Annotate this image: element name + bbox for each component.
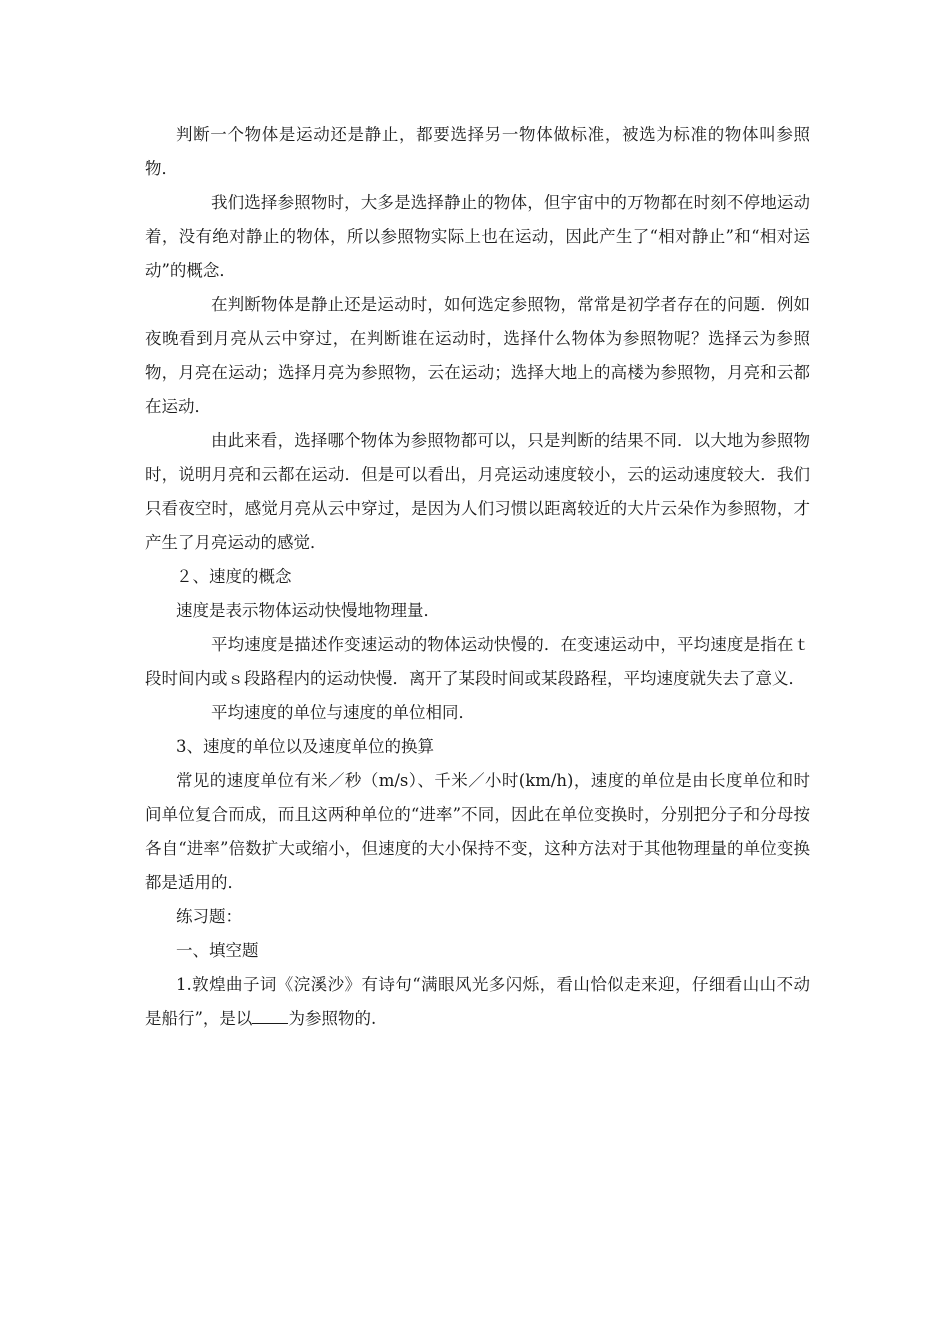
paragraph-average-speed: 平均速度是描述作变速运动的物体运动快慢的．在变速运动中，平均速度是指在ｔ段时间内或ｓ段路程内的运动快慢．离开了某段时间或某段路程，平均速度就失去了意义．: [145, 635, 810, 688]
paragraph-conclusion: 由此来看，选择哪个物体为参照物都可以，只是判断的结果不同．以大地为参照物时，说明月亮和云都在运动．但是可以看出，月亮运动速度较小，云的运动速度较大．我们只看夜空时，感觉月亮从云中穿过，是因为人们习惯以距离较近的大片云朵作为参照物，才产生了月亮运动的感觉．: [145, 431, 810, 552]
question-1-text: 1.敦煌曲子词《浣溪沙》有诗句“满眼风光多闪烁，看山恰似走来迎，仔细看山山不动是船行”，是以: [145, 975, 810, 1028]
paragraph-speed-definition: 速度是表示物体运动快慢地物理量．: [176, 601, 440, 620]
section-heading-speed-concept: ２、速度的概念: [176, 567, 292, 586]
document-page: [145, 118, 810, 1036]
answer-blank[interactable]: [252, 1022, 288, 1024]
section-heading-fill-blank: 一、填空题: [176, 941, 259, 960]
section-heading-speed-units: 3、速度的单位以及速度单位的换算: [176, 737, 434, 756]
paragraph-relative-motion: 我们选择参照物时，大多是选择静止的物体，但宇宙中的万物都在时刻不停地运动着，没有绝对静止的物体，所以参照物实际上也在运动，因此产生了“相对静止”和“相对运动”的概念．: [145, 193, 810, 280]
exercises-label: 练习题：: [176, 907, 242, 926]
paragraph-average-speed-unit: 平均速度的单位与速度的单位相同．: [211, 703, 475, 722]
question-1-text-end: 为参照物的.: [288, 1009, 377, 1028]
paragraph-reference-object-definition: 判断一个物体是运动还是静止，都要选择另一物体做标准，被选为标准的物体叫参照物．: [145, 125, 810, 178]
question-1: [145, 968, 810, 1036]
paragraph-unit-conversion: 常见的速度单位有米／秒（m/s）、千米／小时(km/h)，速度的单位是由长度单位和时间单位复合而成，而且这两种单位的“进率”不同，因此在单位变换时，分别把分子和分母按各自“进率”倍数扩大或缩小，但速度的大小保持不变，这种方法对于其他物理量的单位变换都是适用的．: [145, 771, 810, 892]
paragraph-moon-clouds-example: 在判断物体是静止还是运动时，如何选定参照物，常常是初学者存在的问题．例如夜晚看到月亮从云中穿过，在判断谁在运动时，选择什么物体为参照物呢？选择云为参照物，月亮在运动；选择月亮为参照物，云在运动；选择大地上的高楼为参照物，月亮和云都在运动．: [145, 295, 810, 416]
